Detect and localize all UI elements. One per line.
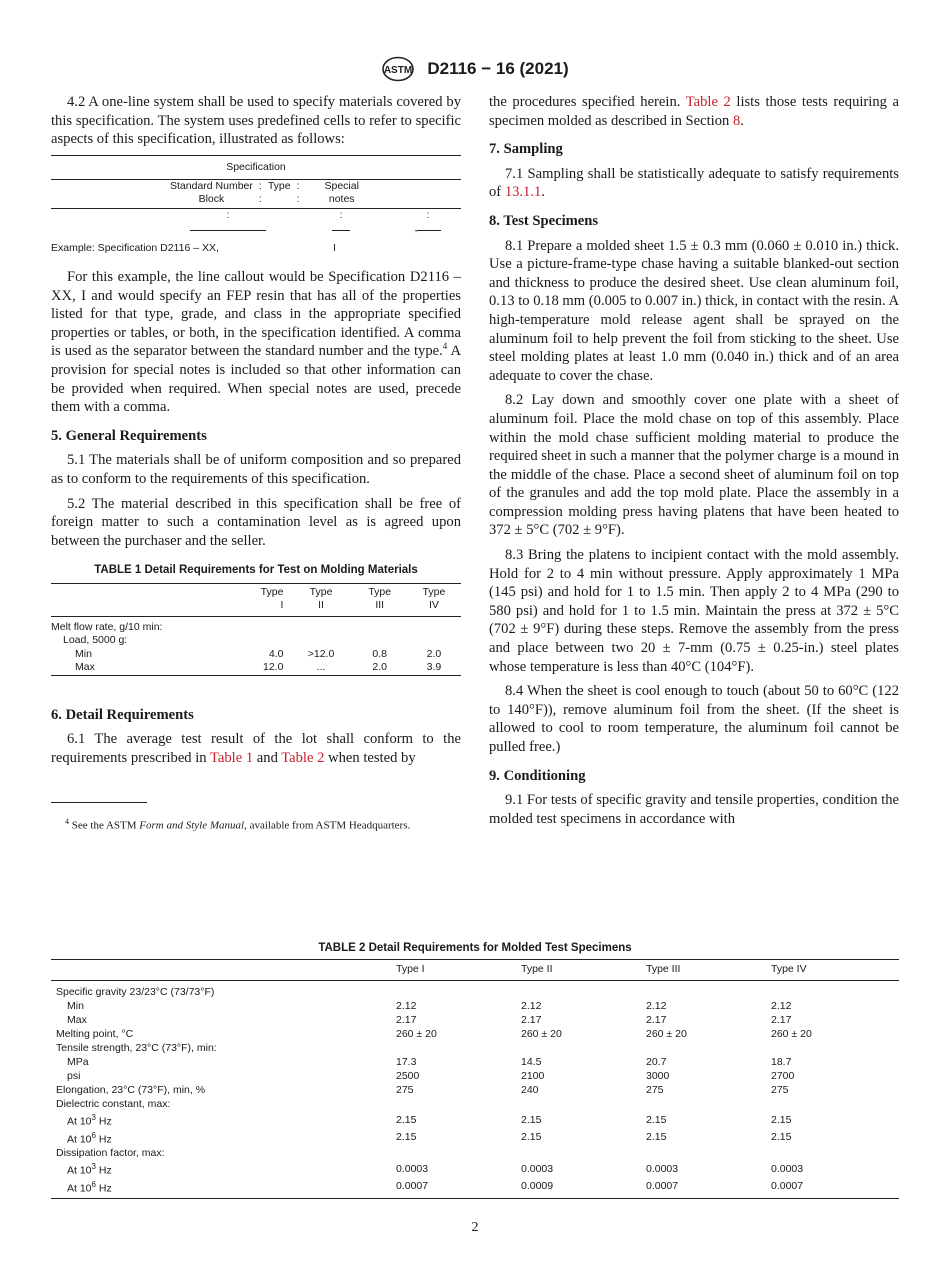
- section-heading-9: 9. Conditioning: [489, 767, 586, 784]
- table-2-row-label: Specific gravity 23/23°C (73/73°F): [56, 986, 215, 998]
- table-2-row-label: Elongation, 23°C (73°F), min, %: [56, 1084, 206, 1096]
- table-2-cell: 20.7: [646, 1056, 667, 1068]
- section-heading-7: 7. Sampling: [489, 141, 563, 158]
- paragraph-continued: the procedures specified herein. Table 2 lists those tests requiring a specimen molded as described in Section 8.: [489, 94, 899, 129]
- table-2-cell: [771, 1097, 899, 1111]
- table-2-row: [51, 1055, 899, 1069]
- table-2-row-label: Max: [67, 1014, 87, 1026]
- table-2-row: [51, 999, 899, 1013]
- table-1-cell: [289, 616, 352, 634]
- table-2-cell: 2.12: [646, 1000, 667, 1012]
- spec-colon: : :: [296, 180, 300, 206]
- table-2-cell: 0.0007: [646, 1178, 771, 1199]
- table-1-cell: [353, 616, 407, 634]
- table-2-cell: 2.15: [396, 1131, 417, 1144]
- table-2-header: Type III: [646, 960, 771, 981]
- table-2-cell: 2.15: [646, 1131, 667, 1144]
- spec-col-notes-marker: :: [426, 209, 430, 222]
- table-1-cell: 4.0: [268, 647, 284, 660]
- table-2-cell: 275: [396, 1084, 414, 1096]
- spec-colon: : :: [258, 180, 262, 206]
- table-2-cell: [521, 981, 646, 1000]
- table-2-row: [51, 1160, 899, 1178]
- table-2-caption: TABLE 2 Detail Requirements for Molded Test Specimens: [318, 942, 632, 954]
- table-2-header: Type I: [396, 960, 521, 981]
- table-2-cell: 2.15: [521, 1131, 542, 1144]
- table-2-header: Type IV: [771, 960, 899, 981]
- table-1-row: [51, 661, 461, 675]
- spec-col-type-marker: :: [339, 209, 343, 222]
- table-2-cell: 2.15: [771, 1131, 792, 1144]
- table-2-row-label: MPa: [67, 1056, 89, 1068]
- table-2-cell: 0.0003: [771, 1162, 804, 1175]
- table-2-row: [51, 1097, 899, 1111]
- spec-comma: ,: [414, 222, 418, 235]
- paragraph-8-1: 8.1 Prepare a molded sheet 1.5 ± 0.3 mm (0.060 ± 0.010 in.) thick. Use a picture-frame-type chase having a suitable blanked-out section and thickness to produce the desired sheet. Use clean aluminum foil, 0.13 to 0.18 mm (0.005 to 0.007 in.) thick, in contact with the resin. A high-temperature mold release agent shall be sprayed on the aluminum foil to help prevent the foil from sticking to the sheet. Use steel molding plates at least 1.0 mm (0.040 in.) thick and of an area adequate to cover the chase.: [489, 237, 899, 384]
- table-2-cell: [646, 1097, 771, 1111]
- table-1-cell: [221, 634, 289, 648]
- right-column: [489, 93, 899, 834]
- table-2-cell: [771, 1146, 899, 1160]
- table-2-header: Type II: [521, 960, 646, 981]
- paragraph-6-1: 6.1 The average test result of the lot shall conform to the requirements prescribed in Table 1 and Table 2 when tested by: [51, 731, 461, 766]
- paragraph-5-1: 5.1 The materials shall be of uniform composition and so prepared as to conform to the requirements of this specification.: [51, 452, 461, 487]
- table-2-cell: 2700: [771, 1070, 795, 1082]
- table-2-cell: 2.17: [646, 1014, 667, 1026]
- table-2-row-label: Dissipation factor, max:: [56, 1147, 165, 1159]
- table-2-row-label: At $10^6$ Hz: [51, 1178, 396, 1199]
- table-2-cell: 3000: [646, 1070, 670, 1082]
- section-13-1-1-link[interactable]: 13.1.1: [504, 184, 542, 201]
- table-1-cell: 12.0: [221, 661, 289, 675]
- table-2-cell: 2.17: [771, 1014, 792, 1026]
- table-2-cell: [521, 1097, 646, 1111]
- table-2-row: [51, 1069, 899, 1083]
- table-2-row: [51, 1083, 899, 1097]
- table-2-cell: [521, 1146, 646, 1160]
- table-2-cell: [646, 1041, 771, 1055]
- table-1-cell: 2.0: [426, 647, 442, 660]
- table-2-cell: 275: [771, 1084, 789, 1096]
- footnote-4: $^4$ See the ASTM Form and Style Manual, available from ASTM Headquarters.: [65, 816, 411, 832]
- spec-example-type: I: [333, 242, 336, 255]
- table-2-row-label: psi: [67, 1070, 81, 1082]
- paragraph-8-3: 8.3 Bring the platens to incipient contact with the mold assembly. Hold for 2 to 4 min without pressure. Apply approximately 1 MPa (145 psi) and hold for 1 to 1.5 min. Then apply 2 to 4 MPa (290 to 580 psi) and hold for 1 to 1.5 min. Maintain the press at 372 ± 5°C (702 ± 9°F) during these steps. Remove the assembly from the press and place between two 20 ± 7-mm (0.75 ± 0.25-in.) steel plates whose temperature is less than 40°C (104°F).: [489, 547, 899, 675]
- table-2-cell: 275: [646, 1084, 664, 1096]
- spec-example: [51, 239, 461, 258]
- paragraph-4-2: 4.2 A one-line system shall be used to specify materials covered by this specification. The system uses predefined cells to refer to specific aspects of this specification, illustrated as follows:: [51, 94, 461, 148]
- table-2-cell: 2.12: [521, 1000, 542, 1012]
- table-2-cell: 17.3: [396, 1056, 417, 1068]
- table-2-row: [51, 1178, 899, 1199]
- table-2-row-label: Tensile strength, 23°C (73°F), min:: [56, 1042, 217, 1054]
- table-2-cell: 0.0003: [521, 1162, 554, 1175]
- table-1-cell: >12.0: [307, 647, 335, 660]
- spec-callout-table: [51, 155, 461, 258]
- table-1: TABLE 1 Detail Requirements for Test on Molding Materials Type I Type II Type III Type IV Melt flow rate, g/10 min: Load, 5000 g: Min 4.0 >12.0 0.8 2.0 Max 12.0 ... 2.0 3.9: [51, 564, 461, 676]
- table-2-cell: [771, 981, 899, 1000]
- spec-example-label: Example: Specification D2116 – XX,: [51, 242, 219, 255]
- table-2-cell: 14.5: [521, 1056, 542, 1068]
- table-1-link[interactable]: Table 1: [210, 749, 254, 766]
- table-2-cell: [521, 1041, 646, 1055]
- table-2-cell: 0.0003: [646, 1162, 679, 1175]
- footnote-rule: [51, 802, 147, 803]
- table-2-cell: 2500: [396, 1070, 420, 1082]
- table-2-cell: 2100: [521, 1070, 545, 1082]
- table-1-row: [51, 616, 461, 634]
- table-2-row: [51, 1111, 899, 1129]
- table-1-cell: [407, 616, 461, 634]
- table-2-row-label: Dielectric constant, max:: [56, 1098, 171, 1110]
- table-2-cell: 0.0009: [521, 1178, 646, 1199]
- paragraph-8-2: 8.2 Lay down and smoothly cover one plate with a sheet of aluminum foil. Place the mold chase on top of this assembly. Place within the mold chase sufficient molding material to produce the required sheet in such a manner that the polymer charge is a mound in the middle of the chase. Place a second sheet of aluminum foil on top of the granules and add the top mold plate. Place the assembly in a compression molding press having platens that have been heated to 372 ± 5°C (702 ± 9°F).: [489, 392, 899, 539]
- table-2-cell: 260 ± 20: [646, 1028, 687, 1040]
- table-2-link[interactable]: Table 2: [281, 749, 325, 766]
- table-2-cell: 2.12: [771, 1000, 792, 1012]
- page-number: 2: [471, 1220, 479, 1235]
- table-2-row: [51, 1027, 899, 1041]
- table-2-cell: [396, 981, 521, 1000]
- spec-table-title: Specification: [51, 155, 461, 181]
- table-2-row-label: At $10^3$ Hz: [67, 1162, 112, 1177]
- table-1-row-label: Load, 5000 g:: [63, 634, 128, 647]
- table-2-cell: 2.15: [771, 1113, 792, 1126]
- table-1-cell: [289, 634, 352, 648]
- astm-logo-icon: [381, 56, 415, 82]
- table-2-cell: 260 ± 20: [396, 1028, 437, 1040]
- table-2-cell: 18.7: [771, 1056, 792, 1068]
- spec-col-standard-marker: :: [226, 209, 230, 222]
- table-2-cell: 2.15: [396, 1113, 417, 1126]
- table-1-cell: 0.8: [372, 647, 388, 660]
- table-2-cell: [646, 1146, 771, 1160]
- spec-col-standard: Standard Number Block: [170, 180, 253, 206]
- paragraph-9-1: 9.1 For tests of specific gravity and tensile properties, condition the molded test specimens in accordance with: [489, 792, 899, 827]
- table-2-cell: 260 ± 20: [521, 1028, 562, 1040]
- table-1-row: [51, 648, 461, 662]
- section-8-link[interactable]: 8: [732, 112, 741, 129]
- spec-col-notes: Special notes: [324, 180, 359, 206]
- left-column: [51, 93, 461, 832]
- table-1-row: [51, 634, 461, 648]
- table-2-cell: 0.0007: [396, 1178, 521, 1199]
- table-2-cell: 2.12: [396, 1000, 417, 1012]
- paragraph-callout: For this example, the line callout would be Specification D2116 – XX, I and would specify an FEP resin that has all of the properties listed for that type, grade, and class in the appropriate specified properties or tables, or both, in the specification identified. A comma is used as the separator between the standard number and the type.$^4$ A provision for special notes is included so that other information can be provided when required. When special notes are used, precede them with a comma.: [51, 268, 461, 416]
- table-1-cell: ...: [289, 661, 352, 675]
- table-2-row: [51, 1041, 899, 1055]
- table-1-cell: [353, 634, 407, 648]
- table-2-cell: [396, 1041, 521, 1055]
- table-2-cell: 2.17: [521, 1014, 542, 1026]
- table-1-caption: TABLE 1 Detail Requirements for Test on Molding Materials: [94, 564, 418, 577]
- table-2-row: [51, 1146, 899, 1160]
- table-1-cell: 3.9: [407, 661, 461, 675]
- table-2-cell: [646, 981, 771, 1000]
- table-1-row-label: Melt flow rate, g/10 min:: [51, 620, 163, 633]
- spec-col-type: Type: [267, 180, 291, 193]
- table-2-row-label: Min: [67, 1000, 84, 1012]
- table-1-row-label: Max: [51, 661, 221, 675]
- table-1-row-label: Min: [75, 647, 92, 660]
- table-2-row-label: Melting point, °C: [56, 1028, 134, 1040]
- table-2-row-label: At $10^6$ Hz: [67, 1130, 112, 1145]
- paragraph-8-4: 8.4 When the sheet is cool enough to touch (about 50 to 60°C (122 to 140°F)), remove aluminum foil from the sheet. (If the sheet is allowed to cool to room temperature, the aluminum foil cannot be pulled free.): [489, 683, 899, 755]
- document-designation: D2116 − 16 (2021): [427, 59, 569, 78]
- table-2-cell: 240: [521, 1084, 539, 1096]
- table-2-cell: 2.17: [396, 1014, 417, 1026]
- table-1-cell: [221, 616, 289, 634]
- table-2-cell: [396, 1146, 521, 1160]
- table-2-cell: 2.15: [646, 1113, 667, 1126]
- table-2-row: [51, 1013, 899, 1027]
- table-2-row-label: At $10^3$ Hz: [67, 1113, 112, 1128]
- paragraph-5-2: 5.2 The material described in this specification shall be free of foreign matter to such a contamination level as is agreed upon between the purchaser and the seller.: [51, 495, 461, 549]
- table-2-cell: 0.0007: [771, 1178, 899, 1199]
- table-2-row: [51, 1129, 899, 1147]
- table-1-cell: 2.0: [353, 661, 407, 675]
- section-heading-5: 5. General Requirements: [51, 427, 207, 444]
- page-header: [0, 56, 950, 86]
- table-2-cell: 0.0003: [396, 1162, 429, 1175]
- table-2-cell: [396, 1097, 521, 1111]
- table-2-cell: 260 ± 20: [771, 1028, 812, 1040]
- table-2-cell: 2.15: [521, 1113, 542, 1126]
- astm-logo-text: ASTM: [384, 65, 413, 76]
- table-2-cell: [771, 1041, 899, 1055]
- table-1-cell: [407, 634, 461, 648]
- section-heading-8: 8. Test Specimens: [489, 212, 599, 229]
- table-2: [51, 941, 899, 1199]
- table-2-link[interactable]: Table 2: [685, 94, 731, 110]
- table-2-row: [51, 981, 899, 1000]
- paragraph-7-1: 7.1 Sampling shall be statistically adequate to satisfy requirements of 13.1.1.: [489, 165, 899, 201]
- section-heading-6: 6. Detail Requirements: [51, 706, 194, 723]
